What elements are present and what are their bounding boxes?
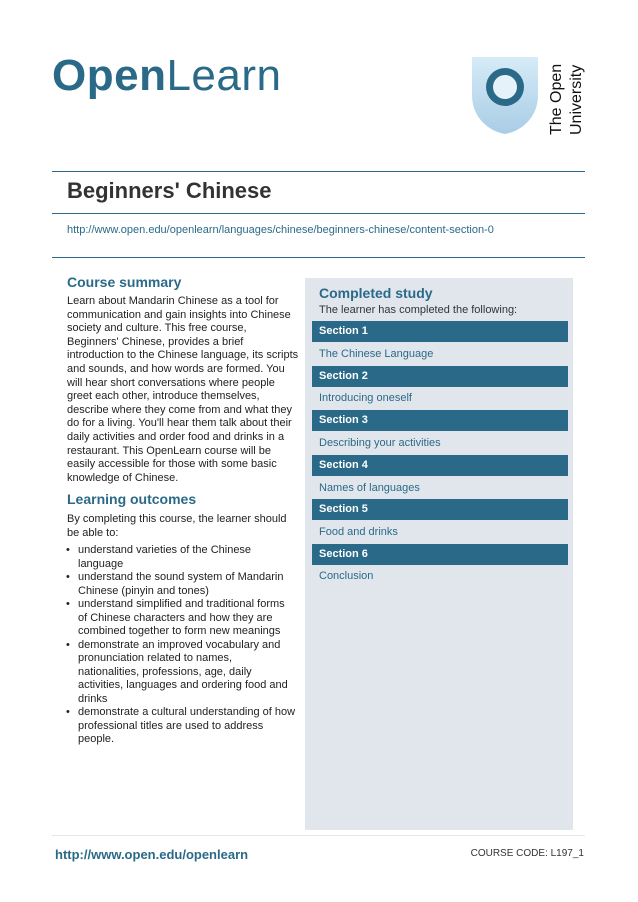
divider <box>52 213 585 214</box>
list-item: • demonstrate a cultural understanding of how professional titles are used to address people. <box>64 706 296 747</box>
section-1-header: Section 1 <box>312 321 568 342</box>
section-6-name[interactable]: Conclusion <box>319 570 374 582</box>
learning-outcomes-list <box>64 544 296 747</box>
section-2-name[interactable]: Introducing oneself <box>319 392 412 404</box>
openlearn-logo <box>52 50 282 102</box>
footer-openlearn-link[interactable]: http://www.open.edu/openlearn <box>55 847 249 862</box>
completed-study-intro: The learner has completed the following: <box>319 304 518 316</box>
open-university-wordmark <box>546 55 586 137</box>
list-item: • understand the sound system of Mandarin Chinese (pinyin and tones) <box>64 571 296 598</box>
list-item: • understand varieties of the Chinese language <box>64 544 296 571</box>
section-6-header: Section 6 <box>312 544 568 565</box>
completed-study-heading: Completed study <box>319 285 433 301</box>
divider <box>52 257 585 258</box>
divider <box>52 171 585 172</box>
learning-outcomes-heading: Learning outcomes <box>67 491 197 507</box>
section-4-name[interactable]: Names of languages <box>319 482 420 494</box>
course-summary-heading: Course summary <box>67 274 182 290</box>
section-3-header: Section 3 <box>312 410 568 431</box>
section-1-name[interactable]: The Chinese Language <box>319 348 434 360</box>
course-url-link[interactable]: http://www.open.edu/openlearn/languages/chinese/beginners-chinese/content-section-0 <box>67 224 494 236</box>
ou-line1: The Open <box>548 63 565 135</box>
ou-line2: University <box>568 64 585 135</box>
footer-divider <box>52 835 585 836</box>
course-summary-text: Learn about Mandarin Chinese as a tool for communication and gain insights into Chinese society and culture. This free course, Beginners' Chinese, provides a brief introduction to the Chinese language, its scripts and sounds, and how words are formed. You will hear short conversations where people greet each other, introduce themselves, describe where they come from and what they do for a living. You'll hear them talk about their daily activities and order food and drinks in a restaurant. This OpenLearn course will be easily accessible for those with some basic knowledge of Chinese. <box>67 295 299 484</box>
list-item: • understand simplified and traditional forms of Chinese characters and how they are combined together to form new meanings <box>64 598 296 639</box>
section-5-name[interactable]: Food and drinks <box>319 526 398 538</box>
logo-learn: Learn <box>166 51 282 100</box>
course-title: Beginners' Chinese <box>67 178 272 203</box>
course-code: COURSE CODE: L197_1 <box>470 848 584 859</box>
logo-open: Open <box>52 51 167 100</box>
open-university-shield-icon <box>470 55 540 135</box>
section-4-header: Section 4 <box>312 455 568 476</box>
list-item: • demonstrate an improved vocabulary and pronunciation related to names, nationalities, professions, age, daily activities, languages and ordering food and drinks <box>64 639 296 707</box>
section-2-header: Section 2 <box>312 366 568 387</box>
section-3-name[interactable]: Describing your activities <box>319 437 441 449</box>
section-5-header: Section 5 <box>312 499 568 520</box>
learning-outcomes-intro: By completing this course, the learner should be able to: <box>67 513 287 539</box>
